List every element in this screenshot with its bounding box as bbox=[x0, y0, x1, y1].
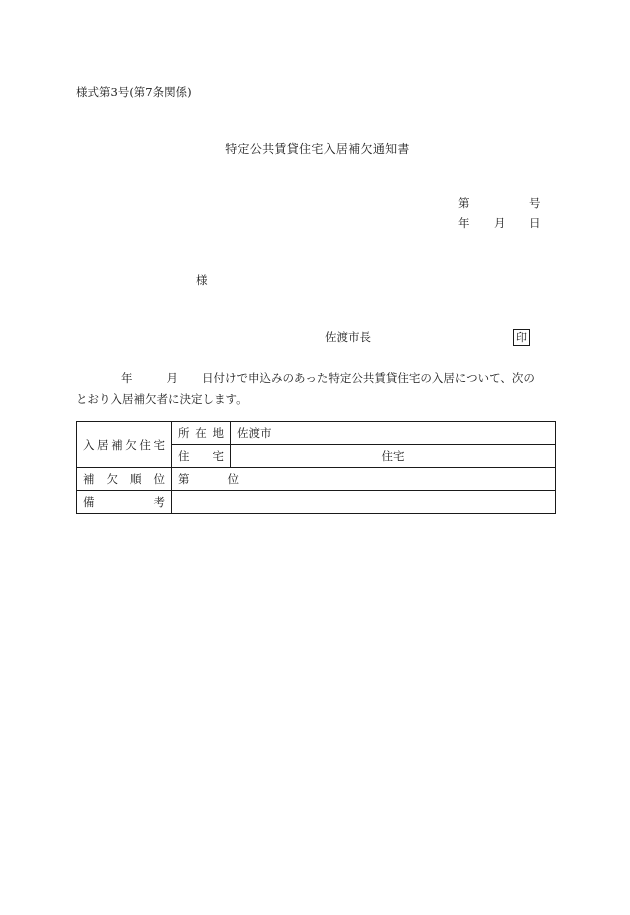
label-char: 所 bbox=[178, 426, 190, 440]
label-char: 備 bbox=[83, 495, 95, 509]
table-row bbox=[77, 468, 556, 491]
date-day: 日 bbox=[529, 216, 541, 230]
location-value-cell: 佐渡市 bbox=[231, 422, 556, 445]
addressee-honorific: 様 bbox=[196, 273, 208, 287]
body-line1-text: 日付けで申込みのあった特定公共賃貸住宅の入居について、次の bbox=[202, 371, 535, 385]
table-row bbox=[77, 491, 556, 514]
table-row bbox=[77, 422, 556, 445]
document-number-prefix: 第 bbox=[458, 196, 470, 210]
rank-label-cell bbox=[77, 468, 172, 491]
label-char: 在 bbox=[195, 426, 207, 440]
label-char: 欠 bbox=[106, 472, 118, 486]
form-number: 様式第3号(第7条関係) bbox=[76, 85, 192, 99]
housing-label-cell bbox=[77, 422, 172, 468]
label-char: 補 bbox=[83, 472, 95, 486]
label-char: 宅 bbox=[212, 449, 224, 463]
notice-body-line-1 bbox=[76, 368, 554, 389]
label-char: 宅 bbox=[153, 437, 165, 452]
label-char: 住 bbox=[178, 449, 190, 463]
date-year: 年 bbox=[458, 216, 470, 230]
label-char: 居 bbox=[97, 437, 109, 452]
remarks-label-cell bbox=[77, 491, 172, 514]
label-char: 欠 bbox=[125, 437, 137, 452]
residence-value-cell: 住宅 bbox=[231, 445, 556, 468]
body-year: 年 bbox=[121, 371, 133, 385]
label-char: 地 bbox=[212, 426, 224, 440]
label-char: 補 bbox=[111, 437, 123, 452]
body-month: 月 bbox=[166, 371, 178, 385]
notice-body-line-2: とおり入居補欠者に決定します。 bbox=[76, 392, 248, 406]
housing-info-table bbox=[76, 421, 556, 514]
label-char: 入 bbox=[83, 437, 95, 452]
date-month: 月 bbox=[494, 216, 506, 230]
label-char: 順 bbox=[130, 472, 142, 486]
document-title: 特定公共賃貸住宅入居補欠通知書 bbox=[225, 142, 410, 156]
seal-mark: 印 bbox=[513, 329, 530, 346]
rank-prefix: 第 bbox=[178, 472, 190, 486]
remarks-value-cell bbox=[172, 491, 556, 514]
label-char: 考 bbox=[153, 495, 165, 509]
rank-value-cell bbox=[172, 468, 556, 491]
label-char: 位 bbox=[153, 472, 165, 486]
notice-body bbox=[76, 368, 554, 410]
issuer-name: 佐渡市長 bbox=[325, 330, 371, 344]
label-char: 住 bbox=[139, 437, 151, 452]
document-number-suffix: 号 bbox=[529, 196, 541, 210]
residence-label-cell bbox=[172, 445, 231, 468]
location-label-cell bbox=[172, 422, 231, 445]
rank-suffix: 位 bbox=[227, 472, 239, 486]
